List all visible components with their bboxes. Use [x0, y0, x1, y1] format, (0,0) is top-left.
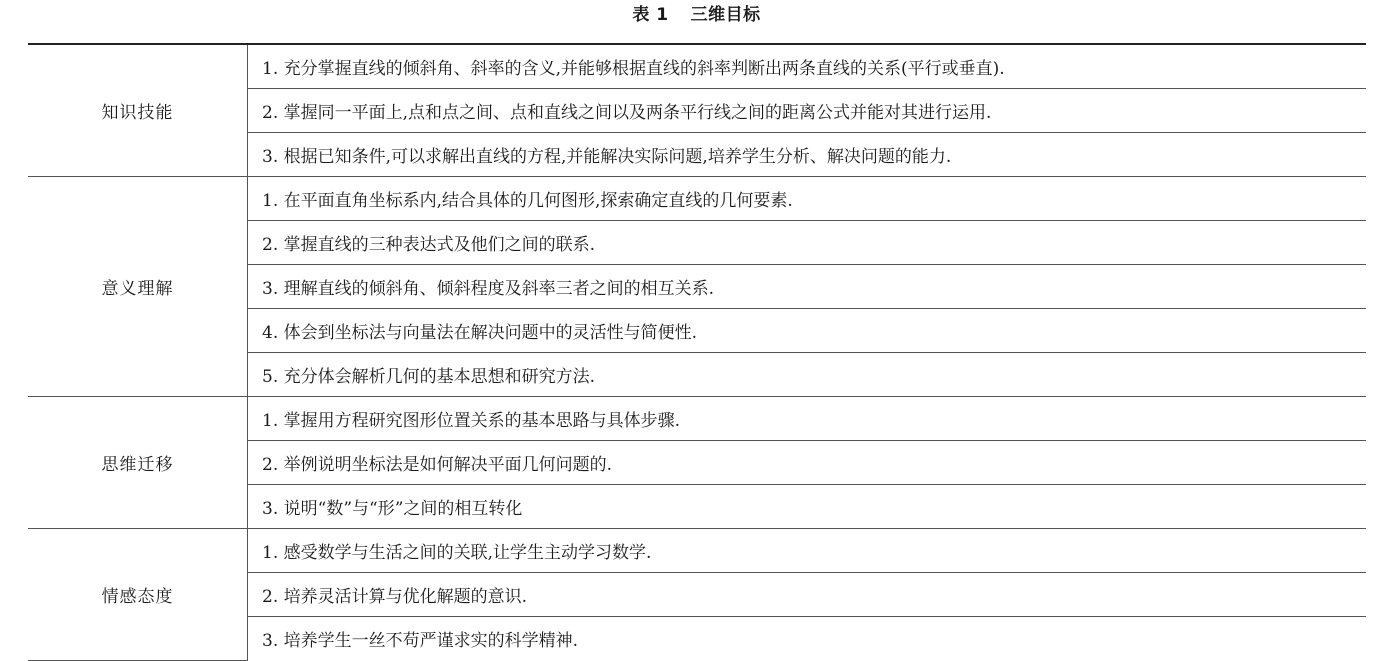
table-caption [0, 0, 1393, 34]
table-row [28, 44, 1366, 89]
goal-item: 5. 充分体会解析几何的基本思想和研究方法. [248, 353, 1367, 397]
goal-item: 3. 说明“数”与“形”之间的相互转化 [248, 485, 1367, 529]
table-row [28, 529, 1366, 573]
goal-item: 3. 理解直线的倾斜角、倾斜程度及斜率三者之间的相互关系. [248, 265, 1367, 309]
goal-item: 1. 掌握用方程研究图形位置关系的基本思路与具体步骤. [248, 397, 1367, 441]
goal-item: 2. 掌握同一平面上,点和点之间、点和直线之间以及两条平行线之间的距离公式并能对其进行运用. [248, 89, 1367, 133]
category-cell-meaning-understanding: 意义理解 [28, 177, 248, 397]
goal-item: 2. 掌握直线的三种表达式及他们之间的联系. [248, 221, 1367, 265]
table-title: 三维目标 [690, 5, 761, 25]
table-number: 表 1 [632, 5, 669, 25]
goal-item: 4. 体会到坐标法与向量法在解决问题中的灵活性与简便性. [248, 309, 1367, 353]
table-row [28, 397, 1366, 441]
goal-item: 1. 感受数学与生活之间的关联,让学生主动学习数学. [248, 529, 1367, 573]
goal-item: 1. 在平面直角坐标系内,结合具体的几何图形,探索确定直线的几何要素. [248, 177, 1367, 221]
goal-item: 3. 培养学生一丝不苟严谨求实的科学精神. [262, 631, 579, 651]
category-cell-thinking-transfer: 思维迁移 [28, 397, 248, 529]
goal-item: 2. 培养灵活计算与优化解题的意识. [248, 573, 1367, 617]
table-row [28, 177, 1366, 221]
goal-item: 1. 充分掌握直线的倾斜角、斜率的含义,并能够根据直线的斜率判断出两条直线的关系(平行或垂直). [248, 44, 1367, 89]
category-cell-emotional-attitude: 情感态度 [28, 529, 248, 661]
category-cell-knowledge-skills: 知识技能 [28, 44, 248, 177]
three-dimensional-goals-table [28, 43, 1366, 661]
goal-item: 3. 根据已知条件,可以求解出直线的方程,并能解决实际问题,培养学生分析、解决问题的能力. [248, 133, 1367, 177]
goal-item: 2. 举例说明坐标法是如何解决平面几何问题的. [248, 441, 1367, 485]
